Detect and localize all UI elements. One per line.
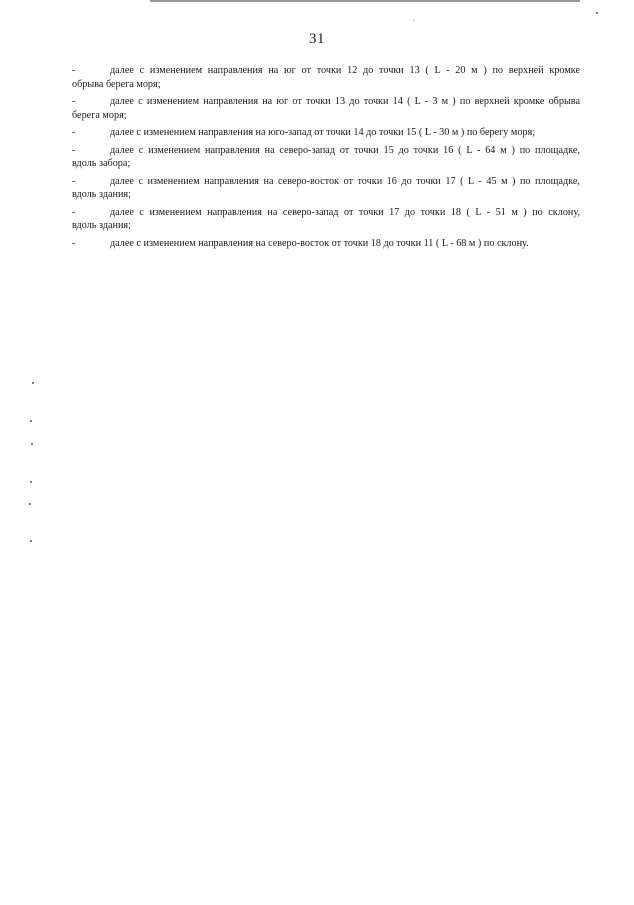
list-item-text: далее с изменением направления на юг от точки 13 до точки 14 ( L - 3 м ) по верхней кромке обрыва [110, 96, 580, 107]
list-item-marker: - [72, 144, 76, 156]
scan-top-edge [150, 0, 580, 2]
scan-speck [29, 503, 31, 505]
list-item [72, 237, 580, 251]
list-item-marker: - [72, 175, 76, 187]
list-item [72, 206, 580, 233]
list-item-marker: - [72, 96, 76, 107]
list-item-text: далее с изменением направления на северо-восток от точки 18 до точки 11 ( L - 68 м ) по склону. [110, 237, 529, 249]
scan-speck [32, 382, 34, 384]
list-item-continuation: берега моря; [72, 109, 127, 121]
scan-speck [31, 443, 33, 445]
scan-speck [30, 420, 32, 422]
scan-speck [30, 481, 32, 483]
list-item-text: далее с изменением направления на северо-запад от точки 15 до точки 16 ( L - 64 м ) по площадке, [110, 144, 580, 156]
list-item-marker: - [72, 65, 76, 76]
list-item-continuation: обрыва берега моря; [72, 78, 161, 90]
scan-speck [413, 20, 414, 21]
list-item-continuation: вдоль забора; [72, 158, 131, 169]
list-item-text: далее с изменением направления на юг от точки 12 до точки 13 ( L - 20 м ) по верхней кромке [110, 65, 580, 76]
list-item-text: далее с изменением направления на северо-восток от точки 16 до точки 17 ( L - 45 м ) по площадке, [110, 175, 580, 187]
list-item-marker: - [72, 127, 76, 138]
scan-speck [596, 12, 598, 14]
page-number: 31 [309, 31, 325, 47]
list-item-text: далее с изменением направления на юго-запад от точки 14 до точки 15 ( L - 30 м ) по берегу моря; [110, 127, 536, 138]
list-item-text: далее с изменением направления на северо-запад от точки 17 до точки 18 ( L - 51 м ) по склону, [110, 206, 580, 218]
scan-speck [30, 540, 32, 542]
list-item [72, 144, 580, 171]
list-item-marker: - [72, 206, 76, 218]
list-item [72, 95, 580, 122]
list-item-marker: - [72, 237, 76, 249]
list-item [72, 175, 580, 202]
list-item [72, 126, 580, 140]
list-item-continuation: вдоль здания; [72, 220, 131, 231]
list-item [72, 64, 580, 91]
list-item-continuation: вдоль здания; [72, 189, 131, 200]
boundary-description-list [72, 64, 580, 254]
